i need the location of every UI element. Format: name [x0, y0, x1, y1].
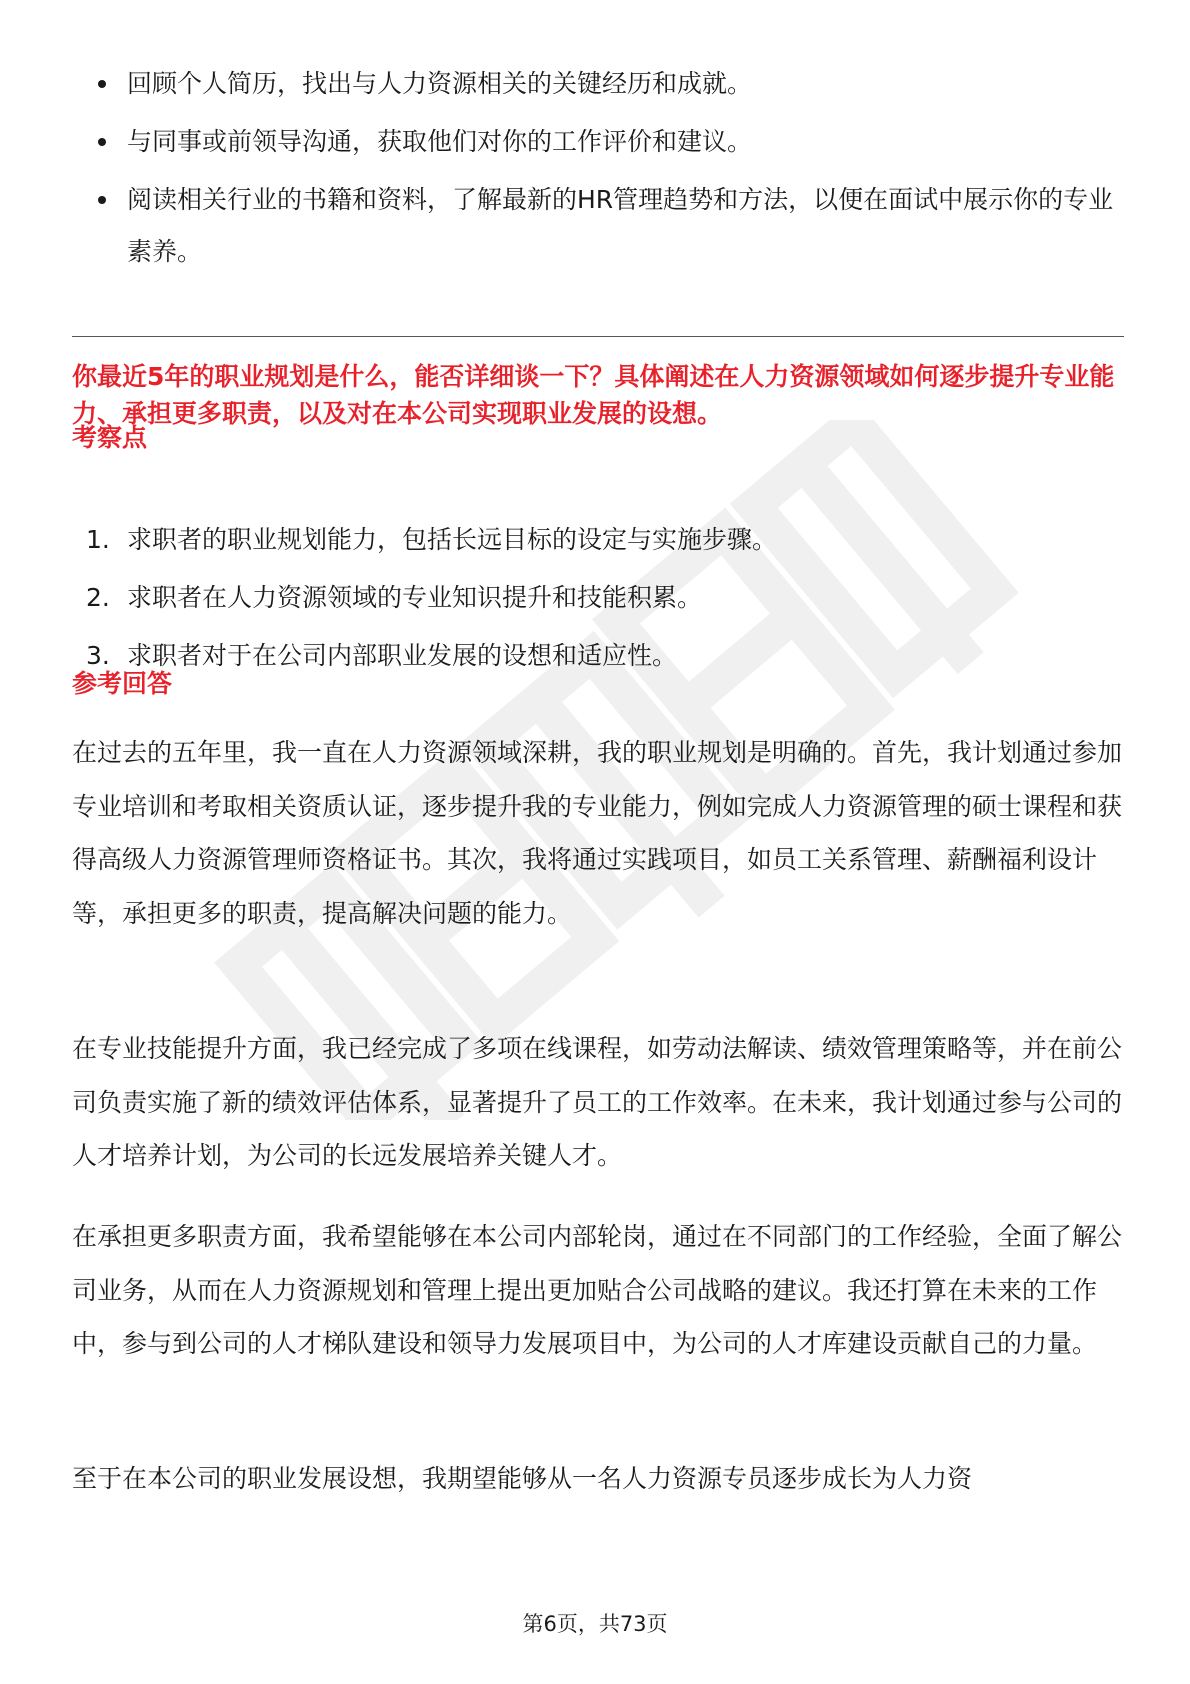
- answer-paragraph: 在专业技能提升方面，我已经完成了多项在线课程，如劳动法解读、绩效管理策略等，并在前公司负责实施了新的绩效评估体系，显著提升了员工的工作效率。在未来，我计划通过参与公司的人才培养计划，为公司的长远发展培养关键人才。: [72, 1034, 1123, 1170]
- list-number: 2.: [86, 583, 110, 612]
- list-item: [72, 580, 1124, 616]
- list-number: 1.: [86, 525, 110, 554]
- bullet-dot-icon: [98, 196, 106, 204]
- interview-question: 你最近5年的职业规划是什么，能否详细谈一下？具体阐述在人力资源领域如何逐步提升专业能力、承担更多职责，以及对在本公司实现职业发展的设想。: [72, 362, 1115, 428]
- list-item-text: 求职者对于在公司内部职业发展的设想和适应性。: [127, 641, 678, 670]
- list-item: [72, 58, 1124, 110]
- focus-heading: 考察点: [72, 423, 148, 452]
- answer-heading: 参考回答: [72, 669, 173, 698]
- focus-points-list: [72, 522, 1124, 696]
- section-divider: [72, 336, 1124, 337]
- page-number-footer: 第6页，共73页: [522, 1612, 668, 1636]
- list-item-text: 与同事或前领导沟通，获取他们对你的工作评价和建议。: [127, 127, 753, 156]
- list-item-text: 求职者在人力资源领域的专业知识提升和技能积累。: [127, 583, 703, 612]
- list-item-text: 求职者的职业规划能力，包括长远目标的设定与实施步骤。: [127, 525, 778, 554]
- list-item: [72, 638, 1124, 674]
- answer-paragraph: 至于在本公司的职业发展设想，我期望能够从一名人力资源专员逐步成长为人力资: [72, 1464, 973, 1493]
- answer-paragraph: 在过去的五年里，我一直在人力资源领域深耕，我的职业规划是明确的。首先，我计划通过参加专业培训和考取相关资质认证，逐步提升我的专业能力，例如完成人力资源管理的硕士课程和获得高级人力资源管理师资格证书。其次，我将通过实践项目，如员工关系管理、薪酬福利设计等，承担更多的职责，提高解决问题的能力。: [72, 738, 1123, 928]
- answer-paragraph: 在承担更多职责方面，我希望能够在本公司内部轮岗，通过在不同部门的工作经验，全面了解公司业务，从而在人力资源规划和管理上提出更加贴合公司战略的建议。我还打算在未来的工作中，参与到公司的人才梯队建设和领导力发展项目中，为公司的人才库建设贡献自己的力量。: [72, 1222, 1123, 1358]
- list-item-text: 回顾个人简历，找出与人力资源相关的关键经历和成就。: [127, 69, 753, 98]
- list-number: 3.: [86, 641, 110, 670]
- bullet-dot-icon: [98, 80, 106, 88]
- list-item: [72, 174, 1124, 278]
- bullet-dot-icon: [98, 138, 106, 146]
- list-item: [72, 116, 1124, 168]
- list-item: [72, 522, 1124, 558]
- list-item-text: 阅读相关行业的书籍和资料，了解最新的HR管理趋势和方法，以便在面试中展示你的专业素养。: [127, 185, 1114, 266]
- tips-bullet-list: [72, 58, 1124, 284]
